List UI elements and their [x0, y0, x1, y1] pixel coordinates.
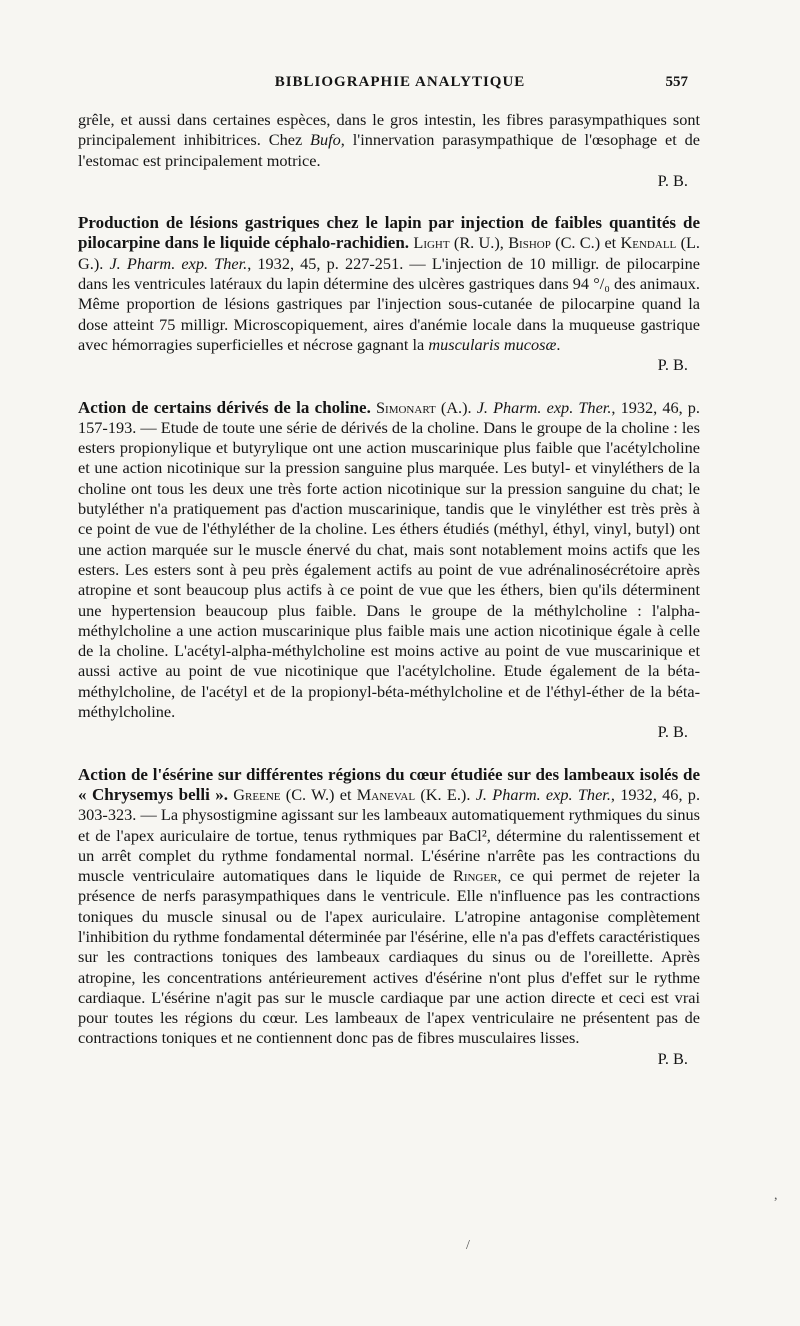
- entry-eserine: [78, 765, 700, 1069]
- signature: P. B.: [657, 355, 688, 375]
- entry-title: Action de certains dérivés de la choline.: [78, 397, 371, 417]
- entry-text: Action de certains dérivés de la choline. Simonart (A.). J. Pharm. exp. Ther., 1932, 46, p. 157-193. — Etude de toute une série de dérivés de la choline. Dans le groupe de la choline : les esters propionylique et butyrylique ont une action muscarinique plus faible que l'acétylcholine et une action nicotinique sur la pression sanguine plus marquée. Les butyl- et vinyléthers de la choline ont tous les deux une très forte action nicotinique sur la pression sanguine du chat; le butyléther n'a pratiquement pas d'action muscarinique, tandis que le vinyléther est très près à ce point de vue de l'éthyléther de la choline. Les éthers étudiés (méthyl, éthyl, vinyl, butyl) ont une action marquée sur le muscle énervé du chat, mais sont notablement moins actifs que les esters. Les esters sont à peu près également actifs au point de vue adrénalinosécrétoire après atropine et sont beaucoup plus actifs à ce point de vue que les éthers, bien qu'ils déterminent une hypertension beaucoup plus faible. Dans le groupe de la méthylcholine : l'alpha-méthylcholine a une action muscarinique plus faible mais une action nicotinique égale à celle de la choline. L'acétyl-alpha-méthylcholine est moins active au point de vue muscarinique et aussi active au point de vue nicotinique que l'acétylcholine. Etude également de la béta-méthylcholine, de l'acétyl et de la propionyl-béta-méthylcholine et de l'éthyl-éther de la béta-méthylcholine.: [78, 397, 701, 722]
- author-name: Light: [413, 233, 450, 253]
- author-name: Simonart: [375, 397, 436, 417]
- author-name: Greene: [233, 784, 281, 804]
- journal-name: J. Pharm. exp. Ther.: [476, 397, 612, 417]
- signature: P. B.: [657, 170, 688, 190]
- article-body: [78, 110, 700, 1069]
- signature: P. B.: [657, 722, 688, 742]
- citation: , 1932, 46, p. 303-323. —: [78, 784, 701, 825]
- citation: , 1932, 45, p. 227-251. —: [247, 253, 432, 273]
- entry-title: Production de lésions gastriques chez le lapin par injection de faibles quantités de pilocarpine dans le liquide céphalo-rachidien.: [78, 213, 700, 253]
- entry-text: Production de lésions gastriques chez le lapin par injection de faibles quantités de pilocarpine dans le liquide céphalo-rachidien. Light (R. U.), Bishop (C. C.) et Kendall (L. G.). J. Pharm. exp. Ther., 1932, 45, p. 227-251. — L'injection de 10 milligr. de pilocarpine dans les ventricules latéraux du lapin détermine des ulcères gastriques dans 94 °/₀ des animaux. Même proportion de lésions gastriques par l'injection sous-cutanée de pilocarpine quand la dose atteint 75 milligr. Microscopiquement, aires d'anémie locale dans la muqueuse gastrique avec hémorragies superficielles et nécrose gagnant la muscularis mucosæ.: [78, 213, 701, 354]
- stray-ink-mark: /: [466, 1238, 470, 1253]
- journal-name: J. Pharm. exp. Ther.: [109, 253, 248, 273]
- entry-pilocarpine: [78, 213, 700, 375]
- running-head: [0, 74, 800, 98]
- entry-choline: [78, 398, 700, 743]
- entry-title: Action de l'ésérine sur différentes régions du cœur étudiée sur des lambeaux isolés de « Chrysemys belli ».: [78, 764, 700, 804]
- citation: , 1932, 46, p. 157-193. —: [78, 397, 701, 437]
- taxon-name: Bufo: [310, 130, 341, 150]
- continuation-paragraph: [78, 110, 700, 191]
- author-name: Bishop: [508, 233, 551, 253]
- journal-name: J. Pharm. exp. Ther.: [475, 784, 611, 804]
- entry-text: Action de l'ésérine sur différentes régions du cœur étudiée sur des lambeaux isolés de « Chrysemys belli ». Greene (C. W.) et Maneval (K. E.). J. Pharm. exp. Ther., 1932, 46, p. 303-323. — La physostigmine agissant sur les lambeaux automatiquement rythmiques du sinus et de l'apex auriculaire de tortue, tenus rythmiques par BaCl², détermine du ralentissement et un arrêt complet du rythme fondamental normal. L'ésérine n'arrête pas les contractions du muscle ventriculaire automatiques dans le liquide de Ringer, ce qui permet de rejeter la présence de nerfs parasympathiques dans le ventricule. Elle n'influence pas les contractions toniques du muscle sinusal ou de l'apex auriculaire. L'atropine antagonise complètement l'inhibition du rythme fondamental déterminée par l'ésérine, elle n'a pas d'effets caractéristiques sur les contractions toniques des lambeaux cardiaques du sinus ou de l'oreillette. Après atropine, les concentrations antérieurement actives d'ésérine n'ont plus d'effet sur le rythme cardiaque. L'ésérine n'agit pas sur le muscle cardiaque par une action directe et ceci est vrai pour toutes les régions du cœur. Les lambeaux de l'apex ventriculaire ne présentent pas de contractions toniques et ne contiennent donc pas de fibres musculaires lisses.: [78, 764, 701, 1048]
- stray-ink-mark: ,: [774, 1188, 778, 1203]
- author-name: Maneval: [356, 784, 416, 804]
- continuation-text: grêle, et aussi dans certaines espèces, dans le gros intestin, les fibres parasympathiques sont principalement inhibitrices. Chez Bufo, l'innervation parasympathique de l'œsophage et de l'estomac est principalement motrice.: [78, 110, 700, 170]
- running-title: BIBLIOGRAPHIE ANALYTIQUE: [274, 74, 526, 90]
- author-name: Kendall: [620, 233, 677, 253]
- author-name: Ringer: [452, 866, 498, 886]
- signature: P. B.: [657, 1048, 688, 1068]
- page-number: 557: [665, 74, 688, 90]
